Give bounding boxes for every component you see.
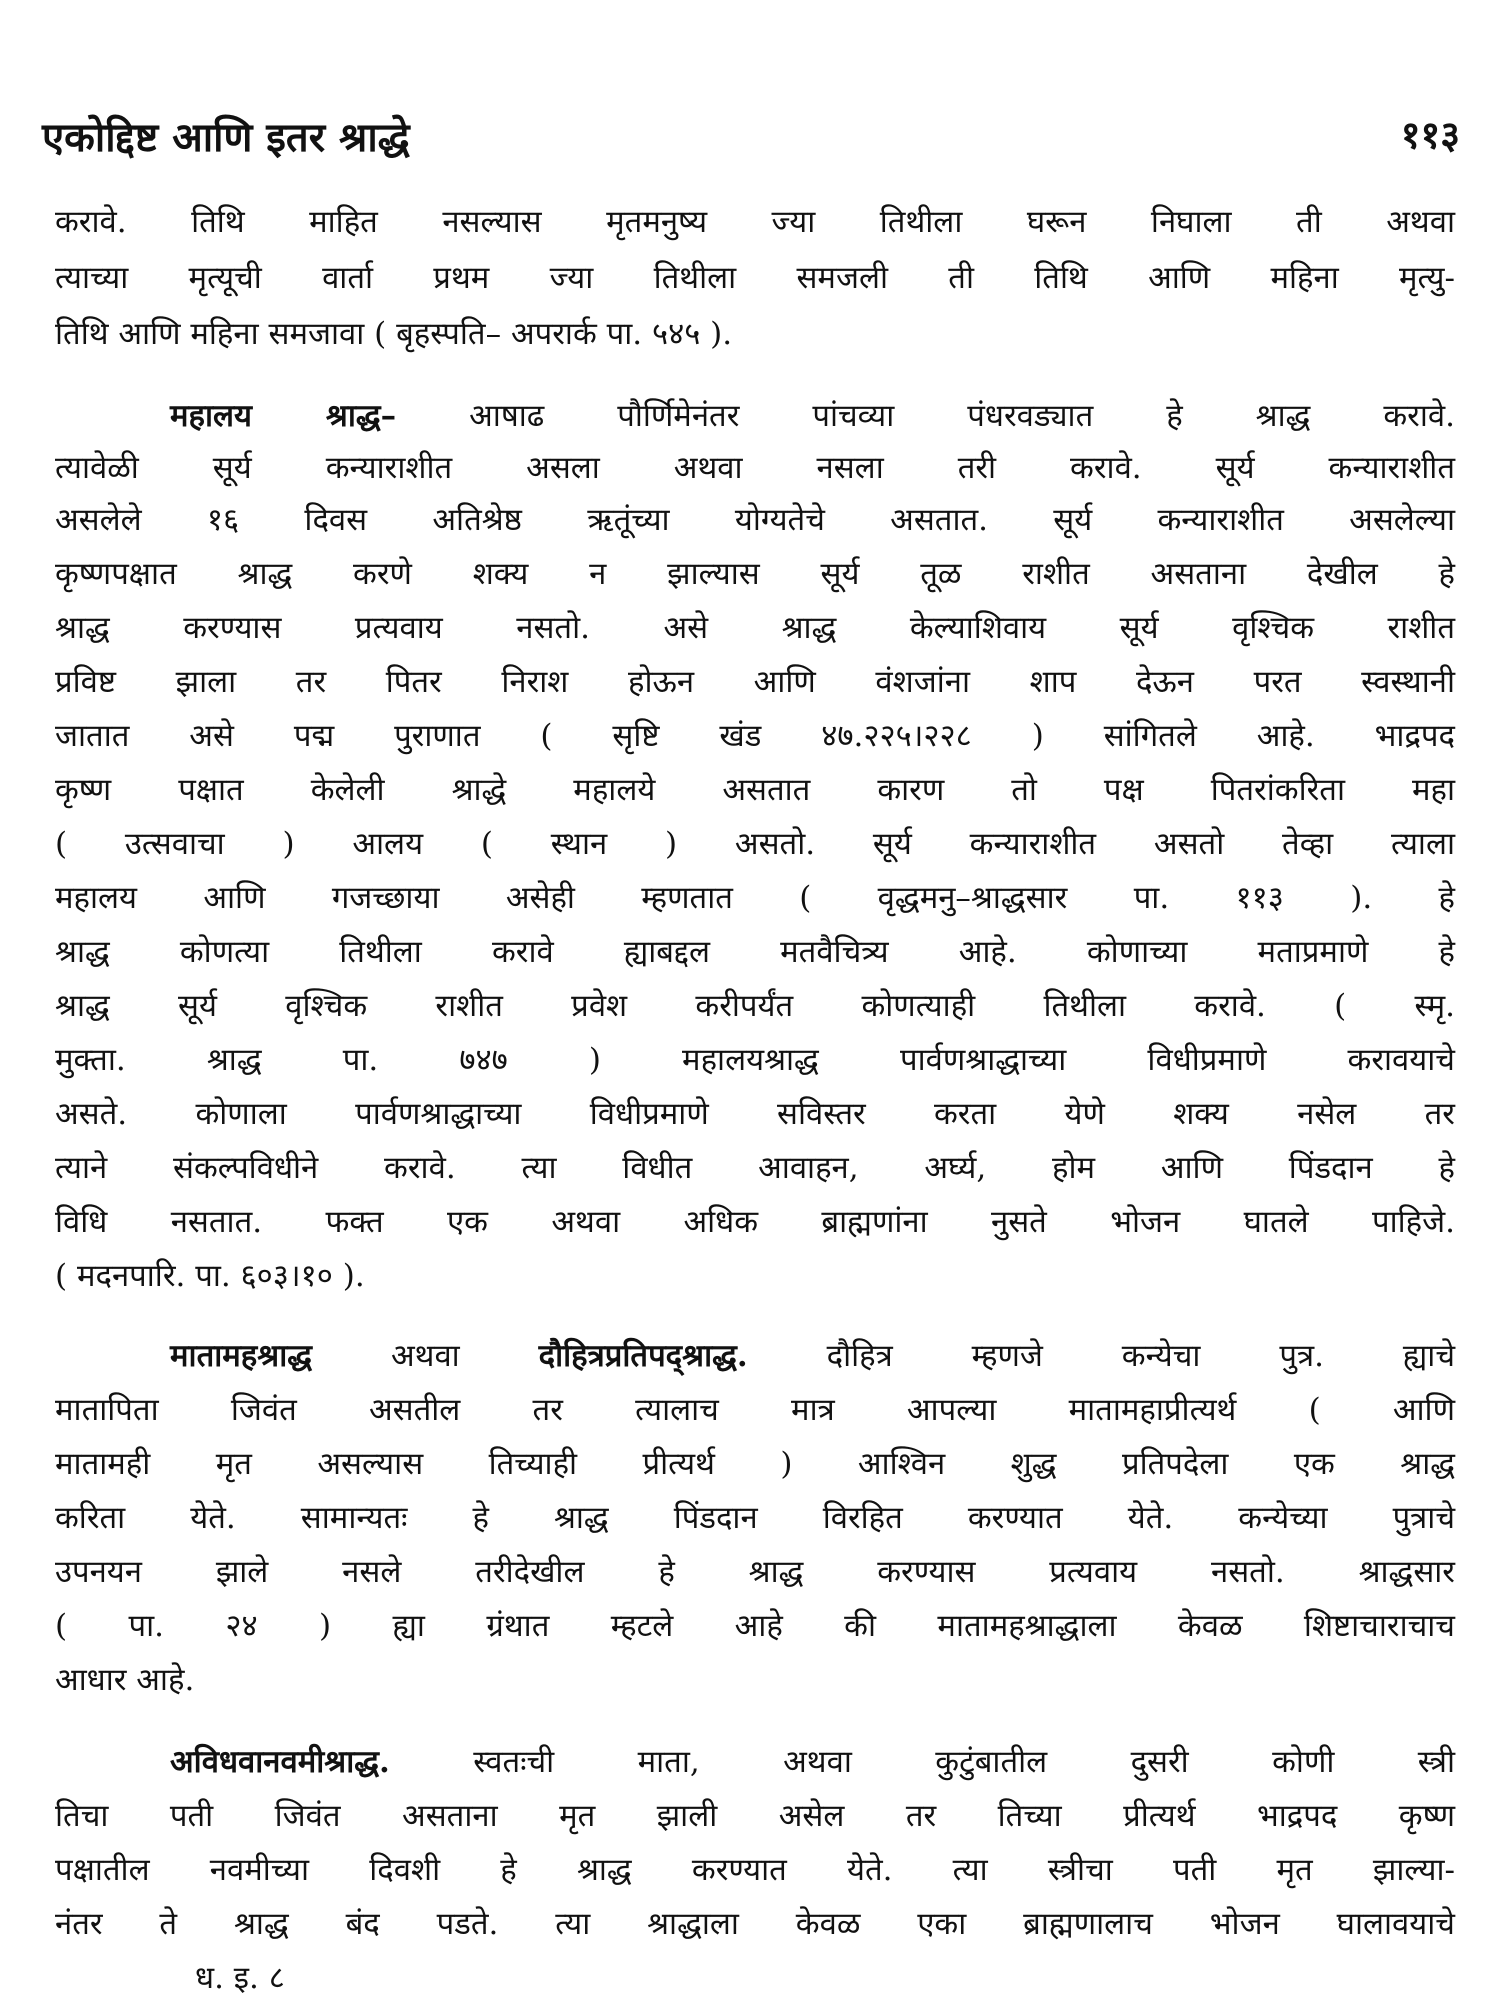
text-fragment: स्वतःची माता, अथवा कुटुंबातील दुसरी कोणी स्त्री — [389, 1744, 1455, 1780]
section-heading-matamaha: मातामहश्राद्ध — [170, 1338, 313, 1374]
text-line: श्राद्ध करण्यास प्रत्यवाय नसतो. असे श्राद्ध केल्याशिवाय सूर्य वृश्चिक राशीत — [55, 610, 1455, 646]
text-line: नंतर ते श्राद्ध बंद पडते. त्या श्राद्धाला केवळ एका ब्राह्मणालाच भोजन घालावयाचे — [55, 1906, 1455, 1942]
paragraph-start-line — [170, 1740, 1455, 1784]
text-line: मातामही मृत असल्यास तिच्याही प्रीत्यर्थ ) आश्विन शुद्ध प्रतिपदेला एक श्राद्ध — [55, 1446, 1455, 1482]
text-line: असलेले १६ दिवस अतिश्रेष्ठ ऋतूंच्या योग्यतेचे असतात. सूर्य कन्याराशीत असलेल्या — [55, 502, 1455, 538]
text-line: विधि नसतात. फक्त एक अथवा अधिक ब्राह्मणांना नुसते भोजन घातले पाहिजे. — [55, 1204, 1455, 1240]
text-line: उपनयन झाले नसले तरीदेखील हे श्राद्ध करण्यास प्रत्यवाय नसतो. श्राद्धसार — [55, 1554, 1455, 1590]
paragraph-start-line — [170, 1334, 1455, 1378]
signature-mark: ध. इ. ८ — [195, 1960, 285, 1996]
text-line: ( उत्सवाचा ) आलय ( स्थान ) असतो. सूर्य कन्याराशीत असतो तेव्हा त्याला — [55, 826, 1455, 862]
text-line: त्यावेळी सूर्य कन्याराशीत असला अथवा नसला तरी करावे. सूर्य कन्याराशीत — [55, 450, 1455, 486]
text-line: ( पा. २४ ) ह्या ग्रंथात म्हटले आहे की मातामहश्राद्धाला केवळ शिष्टाचाराचाच — [55, 1608, 1455, 1644]
text-line: तिचा पती जिवंत असताना मृत झाली असेल तर तिच्या प्रीत्यर्थ भाद्रपद कृष्ण — [55, 1798, 1455, 1834]
paragraph-start-line — [170, 394, 1455, 438]
section-heading-dauhitra: दौहित्रप्रतिपद्श्राद्ध. — [538, 1338, 748, 1374]
text-line: श्राद्ध सूर्य वृश्चिक राशीत प्रवेश करीपर्यंत कोणत्याही तिथीला करावे. ( स्मृ. — [55, 988, 1455, 1024]
chapter-title: एकोद्दिष्ट आणि इतर श्राद्धे — [42, 114, 410, 161]
text-line: त्याच्या मृत्यूची वार्ता प्रथम ज्या तिथीला समजली ती तिथि आणि महिना मृत्यु- — [55, 260, 1455, 296]
text-fragment: दौहित्र म्हणजे कन्येचा पुत्र. ह्याचे — [747, 1338, 1455, 1374]
text-fragment: आषाढ पौर्णिमेनंतर पांचव्या पंधरवड्यात हे श्राद्ध करावे. — [396, 398, 1455, 434]
text-line: मातापिता जिवंत असतील तर त्यालाच मात्र आपल्या मातामहाप्रीत्यर्थ ( आणि — [55, 1392, 1455, 1428]
text-line: श्राद्ध कोणत्या तिथीला करावे ह्याबद्दल मतवैचित्र्य आहे. कोणाच्या मताप्रमाणे हे — [55, 934, 1455, 970]
text-line: आधार आहे. — [55, 1662, 195, 1698]
text-line: ( मदनपारि. पा. ६०३।१० ). — [55, 1258, 365, 1294]
text-line: त्याने संकल्पविधीने करावे. त्या विधीत आवाहन, अर्घ्य, होम आणि पिंडदान हे — [55, 1150, 1455, 1186]
text-line: मुक्ता. श्राद्ध पा. ७४७ ) महालयश्राद्ध पार्वणश्राद्धाच्या विधीप्रमाणे करावयाचे — [55, 1042, 1455, 1078]
text-line: कृष्णपक्षात श्राद्ध करणे शक्य न झाल्यास सूर्य तूळ राशीत असताना देखील हे — [55, 556, 1455, 592]
text-line: प्रविष्ट झाला तर पितर निराश होऊन आणि वंशजांना शाप देऊन परत स्वस्थानी — [55, 664, 1455, 700]
text-line: जातात असे पद्म पुराणात ( सृष्टि खंड ४७.२२५।२२८ ) सांगितले आहे. भाद्रपद — [55, 718, 1455, 754]
page-header — [42, 108, 1460, 168]
section-heading-avidhava: अविधवानवमीश्राद्ध. — [170, 1744, 390, 1780]
page-number: ११३ — [1400, 112, 1460, 157]
text-line: असते. कोणाला पार्वणश्राद्धाच्या विधीप्रमाणे सविस्तर करता येणे शक्य नसेल तर — [55, 1096, 1455, 1132]
text-line: तिथि आणि महिना समजावा ( बृहस्पति– अपरार्क पा. ५४५ ). — [55, 316, 733, 352]
text-line: महालय आणि गजच्छाया असेही म्हणतात ( वृद्धमनु–श्राद्धसार पा. ११३ ). हे — [55, 880, 1455, 916]
text-line: करिता येते. सामान्यतः हे श्राद्ध पिंडदान विरहित करण्यात येते. कन्येच्या पुत्राचे — [55, 1500, 1455, 1536]
section-heading-mahalaya: महालय श्राद्ध– — [170, 398, 397, 434]
text-line: कृष्ण पक्षात केलेली श्राद्धे महालये असतात कारण तो पक्ष पितरांकरिता महा — [55, 772, 1455, 808]
text-fragment: अथवा — [312, 1338, 539, 1374]
text-line: करावे. तिथि माहित नसल्यास मृतमनुष्य ज्या तिथीला घरून निघाला ती अथवा — [55, 204, 1455, 240]
text-line: पक्षातील नवमीच्या दिवशी हे श्राद्ध करण्यात येते. त्या स्त्रीचा पती मृत झाल्या- — [55, 1852, 1455, 1888]
